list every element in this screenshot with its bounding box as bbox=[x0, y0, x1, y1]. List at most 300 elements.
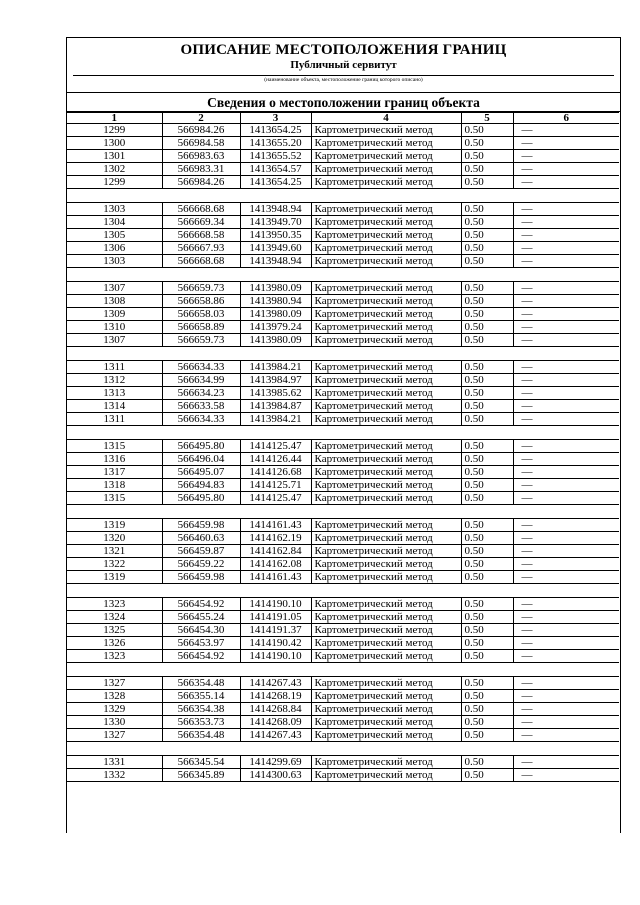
table-cell: 0.50 bbox=[461, 690, 513, 703]
table-cell: Картометрический метод bbox=[311, 453, 461, 466]
table-cell: 1300 bbox=[67, 137, 162, 150]
table-row bbox=[67, 611, 619, 624]
table-row bbox=[67, 374, 619, 387]
table-cell: 566668.58 bbox=[162, 229, 240, 242]
table-cell: — bbox=[513, 361, 619, 374]
table-cell: 566455.24 bbox=[162, 611, 240, 624]
table-cell: Картометрический метод bbox=[311, 519, 461, 532]
table-cell: — bbox=[513, 519, 619, 532]
table-cell: — bbox=[513, 571, 619, 584]
table-cell: 566454.92 bbox=[162, 650, 240, 663]
table-cell: 1320 bbox=[67, 532, 162, 545]
group-separator bbox=[67, 584, 619, 598]
table-cell: 1305 bbox=[67, 229, 162, 242]
table-cell: 1313 bbox=[67, 387, 162, 400]
table-cell: Картометрический метод bbox=[311, 598, 461, 611]
table-cell: Картометрический метод bbox=[311, 400, 461, 413]
table-cell: 0.50 bbox=[461, 624, 513, 637]
table-cell: 1414162.08 bbox=[240, 558, 311, 571]
table-cell: Картометрический метод bbox=[311, 334, 461, 347]
table-cell: Картометрический метод bbox=[311, 361, 461, 374]
table-cell: 1319 bbox=[67, 571, 162, 584]
table-cell: — bbox=[513, 282, 619, 295]
coordinates-table-body bbox=[67, 113, 619, 782]
table-cell: 1413654.25 bbox=[240, 124, 311, 137]
table-cell: 1414162.19 bbox=[240, 532, 311, 545]
table-cell: 1414191.37 bbox=[240, 624, 311, 637]
separator-cell bbox=[67, 189, 619, 203]
table-cell: 566494.83 bbox=[162, 479, 240, 492]
table-cell: Картометрический метод bbox=[311, 387, 461, 400]
table-cell: — bbox=[513, 611, 619, 624]
table-cell: — bbox=[513, 769, 619, 782]
table-cell: 566459.98 bbox=[162, 519, 240, 532]
table-cell: 1307 bbox=[67, 282, 162, 295]
table-row bbox=[67, 295, 619, 308]
column-header: 2 bbox=[162, 113, 240, 124]
table-cell: 566984.58 bbox=[162, 137, 240, 150]
table-row bbox=[67, 400, 619, 413]
table-row bbox=[67, 571, 619, 584]
table-cell: Картометрический метод bbox=[311, 716, 461, 729]
table-cell: 1413949.60 bbox=[240, 242, 311, 255]
table-cell: 566983.31 bbox=[162, 163, 240, 176]
table-cell: — bbox=[513, 650, 619, 663]
table-cell: — bbox=[513, 558, 619, 571]
table-cell: 0.50 bbox=[461, 413, 513, 426]
table-cell: 0.50 bbox=[461, 716, 513, 729]
table-cell: 1312 bbox=[67, 374, 162, 387]
table-cell: — bbox=[513, 453, 619, 466]
table-row bbox=[67, 150, 619, 163]
table-cell: 566345.54 bbox=[162, 756, 240, 769]
table-cell: 0.50 bbox=[461, 650, 513, 663]
table-cell: 566634.23 bbox=[162, 387, 240, 400]
section-title: Сведения о местоположении границ объекта bbox=[67, 93, 620, 112]
table-cell: — bbox=[513, 242, 619, 255]
table-row bbox=[67, 492, 619, 505]
table-cell: 566667.93 bbox=[162, 242, 240, 255]
coordinates-table bbox=[67, 112, 619, 782]
table-cell: 0.50 bbox=[461, 519, 513, 532]
table-row bbox=[67, 453, 619, 466]
table-cell: Картометрический метод bbox=[311, 492, 461, 505]
table-row bbox=[67, 558, 619, 571]
table-cell: 1302 bbox=[67, 163, 162, 176]
table-cell: 0.50 bbox=[461, 545, 513, 558]
table-row bbox=[67, 255, 619, 268]
column-header: 5 bbox=[461, 113, 513, 124]
table-cell: 1414300.63 bbox=[240, 769, 311, 782]
table-cell: 0.50 bbox=[461, 479, 513, 492]
table-cell: 1413980.09 bbox=[240, 308, 311, 321]
table-cell: 1319 bbox=[67, 519, 162, 532]
table-cell: Картометрический метод bbox=[311, 571, 461, 584]
table-cell: 1326 bbox=[67, 637, 162, 650]
table-cell: Картометрический метод bbox=[311, 690, 461, 703]
table-cell: — bbox=[513, 176, 619, 189]
table-cell: 566658.89 bbox=[162, 321, 240, 334]
table-row bbox=[67, 598, 619, 611]
table-cell: — bbox=[513, 466, 619, 479]
separator-cell bbox=[67, 347, 619, 361]
table-cell: Картометрический метод bbox=[311, 637, 461, 650]
table-cell: 566354.48 bbox=[162, 677, 240, 690]
table-cell: Картометрический метод bbox=[311, 229, 461, 242]
table-row bbox=[67, 163, 619, 176]
table-header-row bbox=[67, 113, 619, 124]
table-cell: 566459.22 bbox=[162, 558, 240, 571]
group-separator bbox=[67, 663, 619, 677]
table-cell: 1413949.70 bbox=[240, 216, 311, 229]
table-cell: 0.50 bbox=[461, 216, 513, 229]
table-row bbox=[67, 532, 619, 545]
table-cell: 1414125.71 bbox=[240, 479, 311, 492]
table-cell: 0.50 bbox=[461, 229, 513, 242]
table-row bbox=[67, 361, 619, 374]
table-cell: 1414299.69 bbox=[240, 756, 311, 769]
table-cell: Картометрический метод bbox=[311, 545, 461, 558]
group-separator bbox=[67, 347, 619, 361]
table-cell: 566454.30 bbox=[162, 624, 240, 637]
document-title: ОПИСАНИЕ МЕСТОПОЛОЖЕНИЯ ГРАНИЦ bbox=[180, 42, 507, 58]
table-row bbox=[67, 690, 619, 703]
table-cell: Картометрический метод bbox=[311, 124, 461, 137]
separator-cell bbox=[67, 663, 619, 677]
table-cell: 0.50 bbox=[461, 321, 513, 334]
table-cell: 0.50 bbox=[461, 677, 513, 690]
table-cell: 566495.80 bbox=[162, 440, 240, 453]
table-cell: 0.50 bbox=[461, 637, 513, 650]
table-cell: 0.50 bbox=[461, 334, 513, 347]
document-header bbox=[67, 38, 620, 93]
table-cell: 566495.80 bbox=[162, 492, 240, 505]
table-cell: 1414161.43 bbox=[240, 519, 311, 532]
table-cell: 0.50 bbox=[461, 756, 513, 769]
table-cell: 1413655.20 bbox=[240, 137, 311, 150]
table-cell: Картометрический метод bbox=[311, 769, 461, 782]
table-cell: — bbox=[513, 532, 619, 545]
table-cell: 1315 bbox=[67, 440, 162, 453]
table-cell: 1299 bbox=[67, 124, 162, 137]
table-cell: 1309 bbox=[67, 308, 162, 321]
table-cell: 1311 bbox=[67, 361, 162, 374]
table-cell: 0.50 bbox=[461, 361, 513, 374]
table-cell: 566453.97 bbox=[162, 637, 240, 650]
table-cell: 566355.14 bbox=[162, 690, 240, 703]
table-row bbox=[67, 650, 619, 663]
table-cell: 566658.03 bbox=[162, 308, 240, 321]
table-row bbox=[67, 137, 619, 150]
table-cell: 1330 bbox=[67, 716, 162, 729]
table-cell: 1413654.25 bbox=[240, 176, 311, 189]
table-cell: 0.50 bbox=[461, 295, 513, 308]
table-cell: 0.50 bbox=[461, 492, 513, 505]
table-cell: Картометрический метод bbox=[311, 440, 461, 453]
table-cell: — bbox=[513, 545, 619, 558]
table-cell: Картометрический метод bbox=[311, 176, 461, 189]
separator-cell bbox=[67, 505, 619, 519]
table-row bbox=[67, 334, 619, 347]
table-cell: 1303 bbox=[67, 255, 162, 268]
table-cell: 1308 bbox=[67, 295, 162, 308]
table-cell: — bbox=[513, 374, 619, 387]
table-cell: 1299 bbox=[67, 176, 162, 189]
table-cell: 1315 bbox=[67, 492, 162, 505]
table-cell: 566668.68 bbox=[162, 203, 240, 216]
table-cell: 566354.38 bbox=[162, 703, 240, 716]
table-row bbox=[67, 216, 619, 229]
table-cell: 1414268.09 bbox=[240, 716, 311, 729]
table-cell: Картометрический метод bbox=[311, 308, 461, 321]
table-cell: 1414267.43 bbox=[240, 729, 311, 742]
table-cell: Картометрический метод bbox=[311, 242, 461, 255]
table-cell: — bbox=[513, 216, 619, 229]
separator-cell bbox=[67, 268, 619, 282]
table-row bbox=[67, 242, 619, 255]
table-cell: — bbox=[513, 756, 619, 769]
table-cell: 566459.98 bbox=[162, 571, 240, 584]
table-cell: 1413950.35 bbox=[240, 229, 311, 242]
table-row bbox=[67, 756, 619, 769]
table-cell: 1331 bbox=[67, 756, 162, 769]
table-cell: Картометрический метод bbox=[311, 650, 461, 663]
table-row bbox=[67, 413, 619, 426]
table-cell: 1314 bbox=[67, 400, 162, 413]
table-cell: 0.50 bbox=[461, 163, 513, 176]
table-cell: — bbox=[513, 413, 619, 426]
table-cell: 566984.26 bbox=[162, 124, 240, 137]
table-cell: 0.50 bbox=[461, 282, 513, 295]
table-cell: — bbox=[513, 690, 619, 703]
table-cell: 566496.04 bbox=[162, 453, 240, 466]
table-cell: 0.50 bbox=[461, 466, 513, 479]
table-cell: 566460.63 bbox=[162, 532, 240, 545]
table-cell: 1332 bbox=[67, 769, 162, 782]
table-row bbox=[67, 624, 619, 637]
table-cell: — bbox=[513, 203, 619, 216]
table-cell: 0.50 bbox=[461, 598, 513, 611]
table-cell: 566354.48 bbox=[162, 729, 240, 742]
table-cell: 1414191.05 bbox=[240, 611, 311, 624]
table-cell: 566633.58 bbox=[162, 400, 240, 413]
table-cell: 566659.73 bbox=[162, 334, 240, 347]
table-cell: — bbox=[513, 124, 619, 137]
group-separator bbox=[67, 505, 619, 519]
table-cell: — bbox=[513, 598, 619, 611]
table-cell: — bbox=[513, 492, 619, 505]
table-cell: 1414268.19 bbox=[240, 690, 311, 703]
table-row bbox=[67, 282, 619, 295]
table-cell: 1414190.42 bbox=[240, 637, 311, 650]
table-cell: 1328 bbox=[67, 690, 162, 703]
table-cell: 1414125.47 bbox=[240, 440, 311, 453]
table-cell: 1413984.87 bbox=[240, 400, 311, 413]
table-cell: Картометрический метод bbox=[311, 137, 461, 150]
table-cell: 0.50 bbox=[461, 242, 513, 255]
table-row bbox=[67, 545, 619, 558]
table-cell: 0.50 bbox=[461, 611, 513, 624]
table-cell: 1414268.84 bbox=[240, 703, 311, 716]
table-cell: 1413985.62 bbox=[240, 387, 311, 400]
table-cell: — bbox=[513, 387, 619, 400]
table-cell: 0.50 bbox=[461, 453, 513, 466]
table-cell: 1414190.10 bbox=[240, 598, 311, 611]
table-cell: 0.50 bbox=[461, 703, 513, 716]
table-cell: 1304 bbox=[67, 216, 162, 229]
table-cell: 1307 bbox=[67, 334, 162, 347]
column-header: 1 bbox=[67, 113, 162, 124]
table-cell: 1413984.21 bbox=[240, 413, 311, 426]
table-cell: Картометрический метод bbox=[311, 532, 461, 545]
table-cell: 0.50 bbox=[461, 124, 513, 137]
table-row bbox=[67, 124, 619, 137]
table-cell: 0.50 bbox=[461, 255, 513, 268]
table-cell: 1414267.43 bbox=[240, 677, 311, 690]
table-row bbox=[67, 321, 619, 334]
table-row bbox=[67, 769, 619, 782]
table-cell: 566345.89 bbox=[162, 769, 240, 782]
table-cell: — bbox=[513, 729, 619, 742]
table-cell: Картометрический метод bbox=[311, 203, 461, 216]
column-header: 6 bbox=[513, 113, 619, 124]
table-row bbox=[67, 466, 619, 479]
table-cell: Картометрический метод bbox=[311, 150, 461, 163]
table-row bbox=[67, 677, 619, 690]
table-row bbox=[67, 703, 619, 716]
table-cell: Картометрический метод bbox=[311, 466, 461, 479]
table-cell: — bbox=[513, 479, 619, 492]
table-cell: 1325 bbox=[67, 624, 162, 637]
table-cell: Картометрический метод bbox=[311, 611, 461, 624]
table-cell: 0.50 bbox=[461, 308, 513, 321]
table-row bbox=[67, 519, 619, 532]
table-cell: 1413979.24 bbox=[240, 321, 311, 334]
table-cell: 566353.73 bbox=[162, 716, 240, 729]
table-cell: 0.50 bbox=[461, 176, 513, 189]
table-cell: 1306 bbox=[67, 242, 162, 255]
table-cell: 1413980.94 bbox=[240, 295, 311, 308]
separator-cell bbox=[67, 742, 619, 756]
table-cell: 566659.73 bbox=[162, 282, 240, 295]
table-cell: Картометрический метод bbox=[311, 321, 461, 334]
table-row bbox=[67, 229, 619, 242]
table-cell: Картометрический метод bbox=[311, 413, 461, 426]
table-cell: 1329 bbox=[67, 703, 162, 716]
table-cell: 1310 bbox=[67, 321, 162, 334]
table-cell: Картометрический метод bbox=[311, 677, 461, 690]
table-cell: Картометрический метод bbox=[311, 729, 461, 742]
table-cell: 1323 bbox=[67, 650, 162, 663]
table-cell: 0.50 bbox=[461, 400, 513, 413]
table-cell: — bbox=[513, 716, 619, 729]
table-cell: 566983.63 bbox=[162, 150, 240, 163]
table-cell: — bbox=[513, 321, 619, 334]
header-note: (наименование объекта, местоположение границ которого описано) bbox=[264, 77, 423, 83]
table-cell: 566634.33 bbox=[162, 413, 240, 426]
table-cell: 566454.92 bbox=[162, 598, 240, 611]
table-cell: 566634.33 bbox=[162, 361, 240, 374]
table-row bbox=[67, 176, 619, 189]
table-cell: Картометрический метод bbox=[311, 624, 461, 637]
table-row bbox=[67, 479, 619, 492]
table-cell: 0.50 bbox=[461, 571, 513, 584]
table-cell: Картометрический метод bbox=[311, 282, 461, 295]
table-cell: — bbox=[513, 229, 619, 242]
group-separator bbox=[67, 426, 619, 440]
table-cell: — bbox=[513, 137, 619, 150]
table-cell: — bbox=[513, 677, 619, 690]
table-cell: 1413948.94 bbox=[240, 255, 311, 268]
table-cell: 1301 bbox=[67, 150, 162, 163]
table-cell: Картометрический метод bbox=[311, 756, 461, 769]
table-cell: 1413980.09 bbox=[240, 334, 311, 347]
table-cell: 1322 bbox=[67, 558, 162, 571]
table-cell: Картометрический метод bbox=[311, 479, 461, 492]
table-cell: 566634.99 bbox=[162, 374, 240, 387]
table-cell: 566658.86 bbox=[162, 295, 240, 308]
table-cell: Картометрический метод bbox=[311, 703, 461, 716]
table-row bbox=[67, 308, 619, 321]
table-cell: — bbox=[513, 400, 619, 413]
table-cell: 1414161.43 bbox=[240, 571, 311, 584]
table-cell: 1317 bbox=[67, 466, 162, 479]
separator-cell bbox=[67, 584, 619, 598]
table-cell: — bbox=[513, 624, 619, 637]
table-cell: — bbox=[513, 440, 619, 453]
table-cell: 1413655.52 bbox=[240, 150, 311, 163]
table-row bbox=[67, 637, 619, 650]
table-cell: Картометрический метод bbox=[311, 163, 461, 176]
table-cell: 566669.34 bbox=[162, 216, 240, 229]
table-cell: Картометрический метод bbox=[311, 255, 461, 268]
table-cell: 566668.68 bbox=[162, 255, 240, 268]
table-cell: 1413984.21 bbox=[240, 361, 311, 374]
table-cell: 1413654.57 bbox=[240, 163, 311, 176]
table-cell: — bbox=[513, 703, 619, 716]
table-cell: 1316 bbox=[67, 453, 162, 466]
table-cell: 1413948.94 bbox=[240, 203, 311, 216]
table-cell: — bbox=[513, 334, 619, 347]
table-cell: 566984.26 bbox=[162, 176, 240, 189]
table-cell: 0.50 bbox=[461, 137, 513, 150]
table-cell: 1327 bbox=[67, 729, 162, 742]
table-cell: 0.50 bbox=[461, 374, 513, 387]
table-cell: 1414190.10 bbox=[240, 650, 311, 663]
table-cell: Картометрический метод bbox=[311, 216, 461, 229]
table-cell: 1324 bbox=[67, 611, 162, 624]
table-cell: 1413980.09 bbox=[240, 282, 311, 295]
column-header: 4 bbox=[311, 113, 461, 124]
table-cell: Картометрический метод bbox=[311, 374, 461, 387]
table-cell: 1327 bbox=[67, 677, 162, 690]
table-cell: 1303 bbox=[67, 203, 162, 216]
table-cell: — bbox=[513, 308, 619, 321]
table-cell: — bbox=[513, 255, 619, 268]
table-cell: 0.50 bbox=[461, 729, 513, 742]
table-row bbox=[67, 387, 619, 400]
table-cell: 1414125.47 bbox=[240, 492, 311, 505]
table-cell: 1414126.44 bbox=[240, 453, 311, 466]
table-cell: — bbox=[513, 295, 619, 308]
table-cell: 0.50 bbox=[461, 440, 513, 453]
table-cell: 1414126.68 bbox=[240, 466, 311, 479]
table-cell: 1318 bbox=[67, 479, 162, 492]
table-cell: 0.50 bbox=[461, 558, 513, 571]
table-cell: Картометрический метод bbox=[311, 295, 461, 308]
table-cell: 1321 bbox=[67, 545, 162, 558]
table-cell: 1414162.84 bbox=[240, 545, 311, 558]
